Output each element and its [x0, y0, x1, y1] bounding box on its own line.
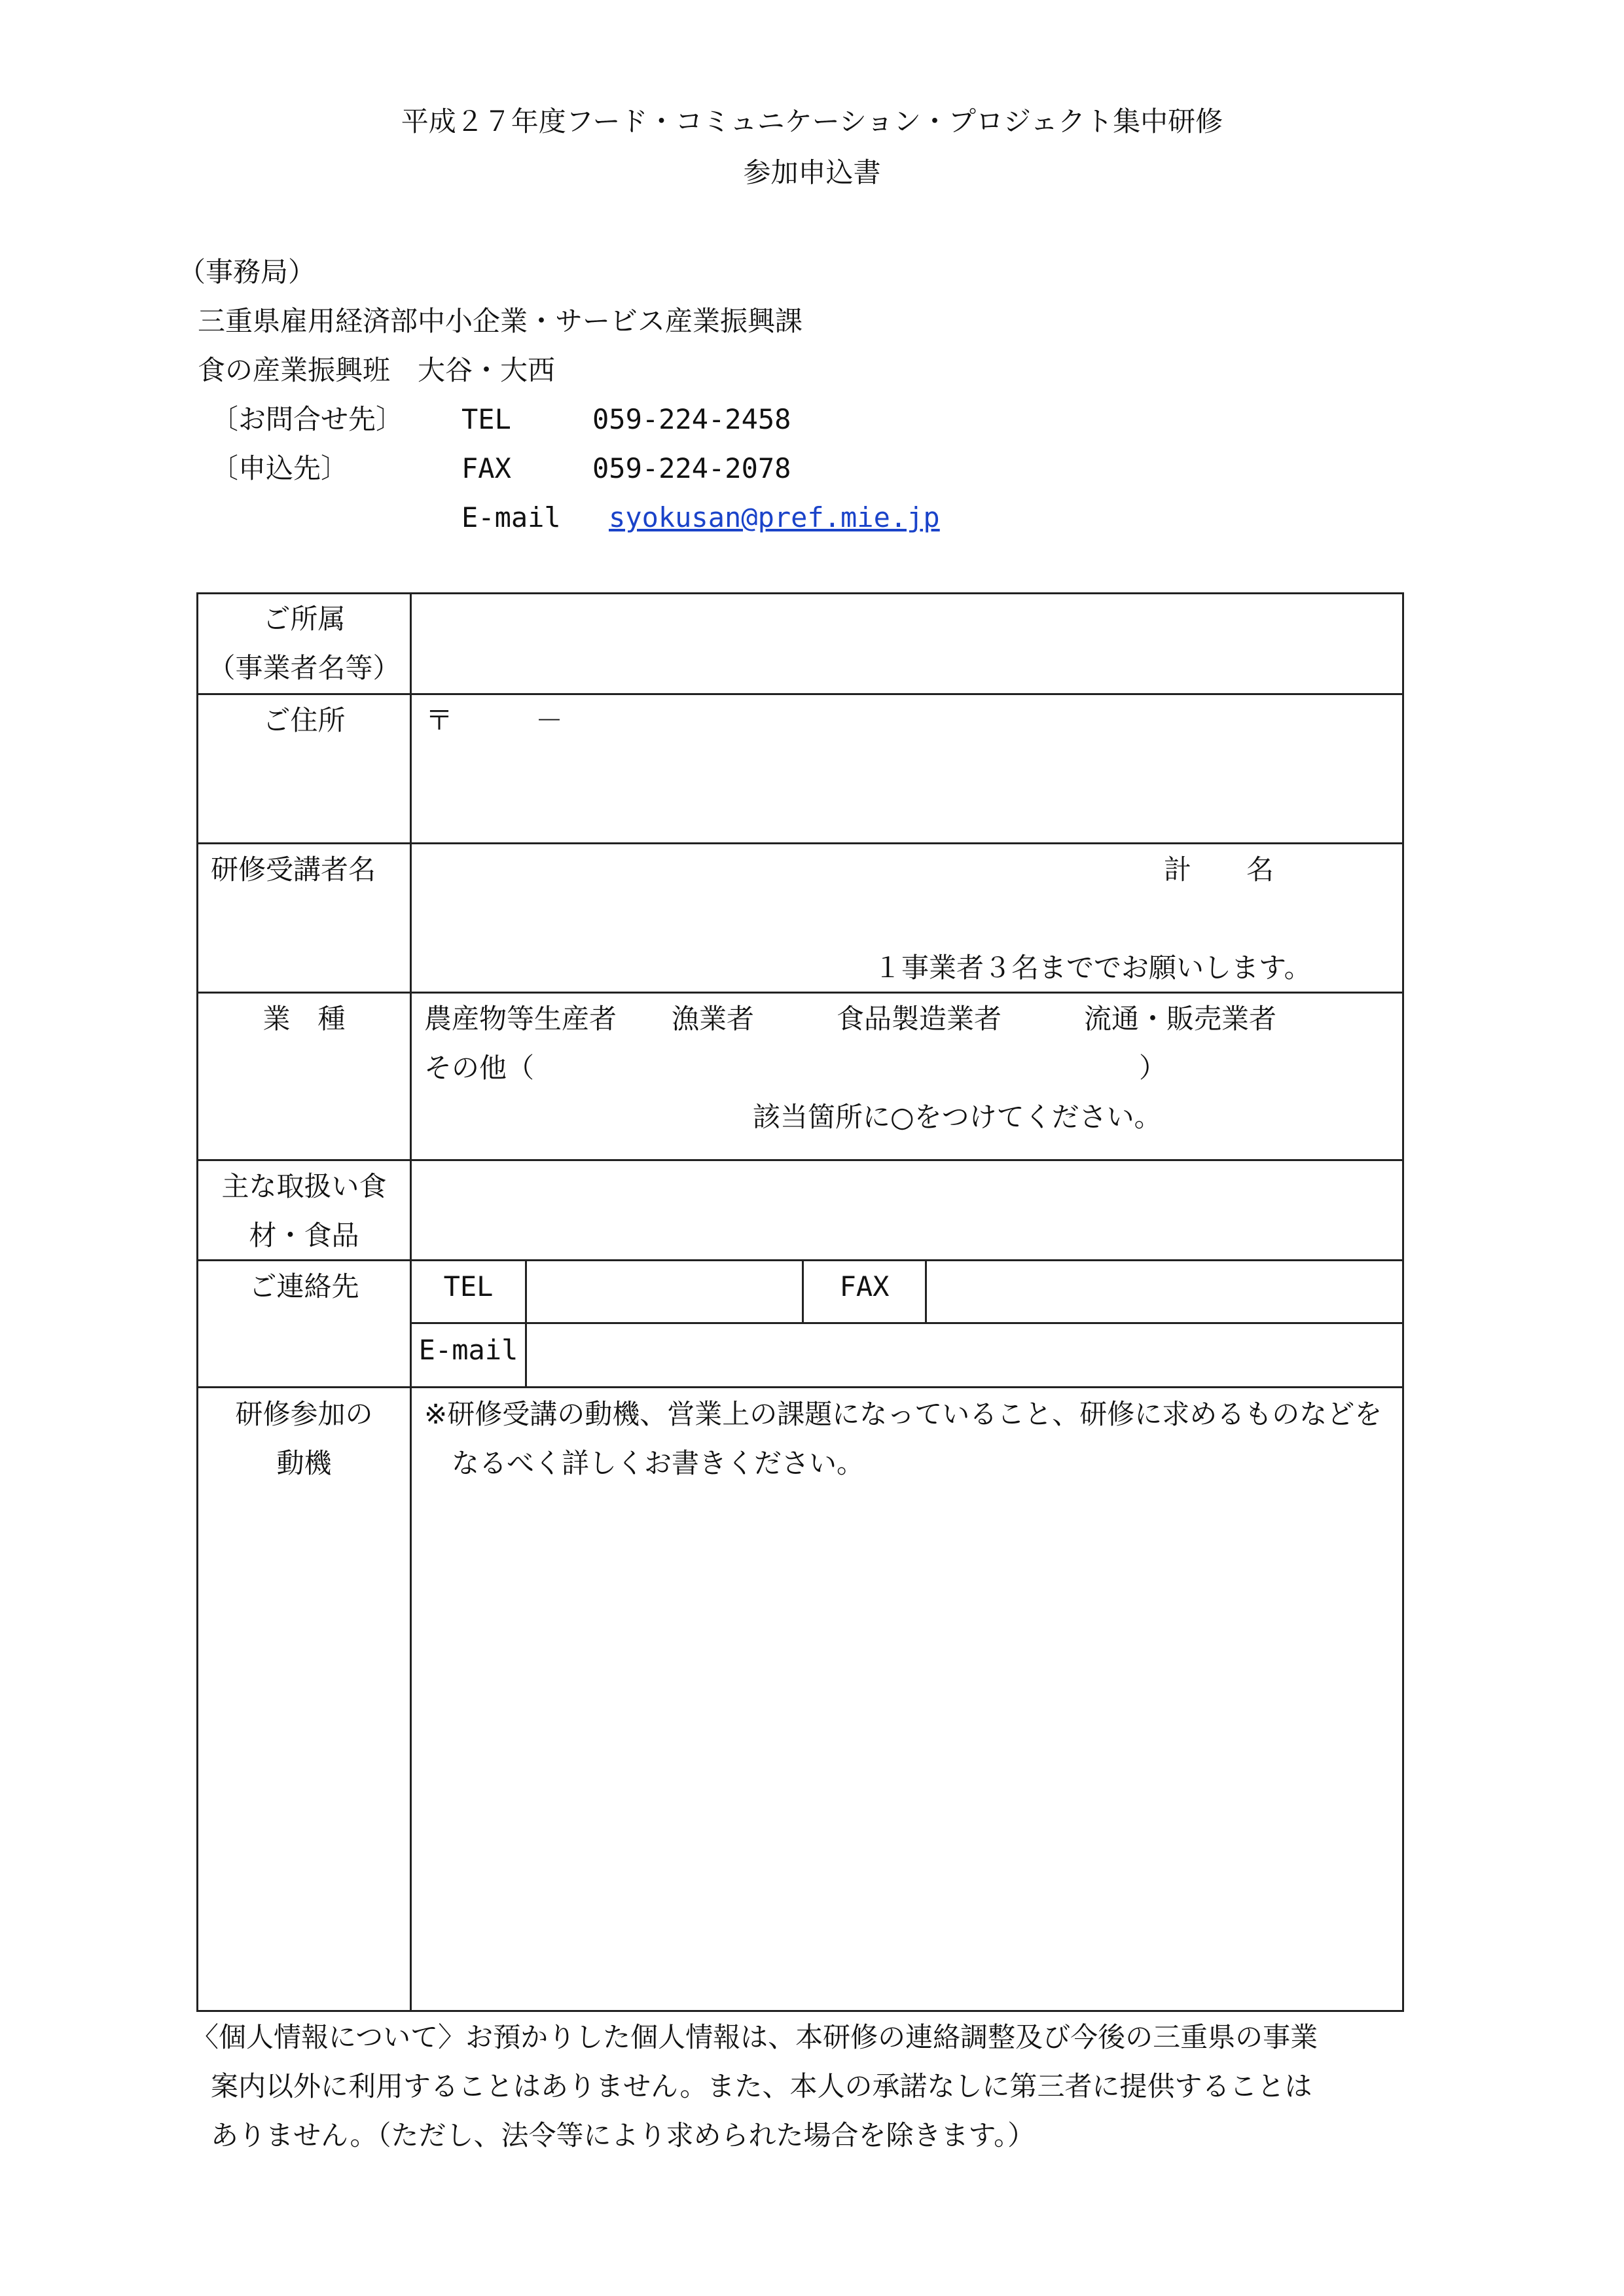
total-count-label: 計 名: [1164, 853, 1274, 886]
industry-note: 該当箇所に○をつけてください。: [753, 1101, 1162, 1133]
inquiry-label: 〔お問合せ先〕: [211, 403, 404, 435]
page-title: 平成２７年度フード・コミュニケーション・プロジェクト集中研修: [401, 105, 1223, 137]
motive-note-cont: なるべく詳しくお書きください。: [452, 1447, 865, 1479]
motive-sublabel: 動機: [276, 1447, 332, 1479]
motive-note: ※研修受講の動機、営業上の課題になっていること、研修に求めるものなどを: [424, 1398, 1382, 1430]
postal-mark: 〒: [425, 704, 454, 736]
materials-sublabel: 材・食品: [249, 1219, 359, 1251]
address-label: ご住所: [262, 704, 346, 736]
motive-field[interactable]: [412, 1388, 1402, 2010]
apply-label: 〔申込先〕: [211, 452, 349, 484]
industry-label: 業 種: [262, 1003, 346, 1035]
affiliation-sublabel: （事業者名等）: [208, 652, 401, 684]
tel-label: TEL: [461, 403, 511, 435]
fax-label: FAX: [461, 452, 511, 484]
office-heading: （事務局）: [178, 256, 316, 288]
contact-email-label: E-mail: [418, 1334, 518, 1366]
tel-number: 059-224-2458: [592, 403, 791, 435]
contact-label: ご連絡先: [249, 1270, 359, 1302]
postal-dash: －: [535, 704, 564, 736]
motive-label: 研修参加の: [235, 1398, 373, 1430]
materials-label: 主な取扱い食: [221, 1170, 387, 1202]
privacy-notice-line-2: 案内以外に利用することはありません。また、本人の承諾なしに第三者に提供することは: [211, 2070, 1312, 2102]
email-label: E-mail: [461, 501, 561, 533]
industry-options[interactable]: 農産物等生産者 漁業者 食品製造業者 流通・販売業者: [424, 1003, 1277, 1035]
industry-other[interactable]: その他（ ）: [424, 1052, 1167, 1084]
materials-field[interactable]: [412, 1161, 1402, 1259]
contact-tel-label: TEL: [443, 1270, 494, 1302]
contact-fax-field[interactable]: [927, 1261, 1402, 1322]
trainee-label: 研修受講者名: [211, 853, 376, 886]
trainee-note: １事業者３名まででお願いします。: [874, 952, 1312, 984]
fax-number: 059-224-2078: [592, 452, 791, 484]
contact-fax-label: FAX: [839, 1270, 890, 1302]
office-department: 三重県雇用経済部中小企業・サービス産業振興課: [198, 305, 803, 337]
privacy-notice-line-1: 〈個人情報について〉お預かりした個人情報は、本研修の連絡調整及び今後の三重県の事業: [191, 2021, 1318, 2053]
contact-tel-field[interactable]: [527, 1261, 802, 1322]
contact-email-field[interactable]: [527, 1324, 1402, 1386]
page-subtitle: 参加申込書: [743, 156, 881, 188]
affiliation-label: ご所属: [262, 603, 346, 635]
privacy-notice-line-3: ありません。（ただし、法令等により求められた場合を除きます。）: [211, 2119, 1036, 2151]
affiliation-field[interactable]: [412, 594, 1402, 693]
office-team: 食の産業振興班 大谷・大西: [198, 354, 556, 386]
email-link[interactable]: syokusan@pref.mie.jp: [609, 501, 940, 533]
